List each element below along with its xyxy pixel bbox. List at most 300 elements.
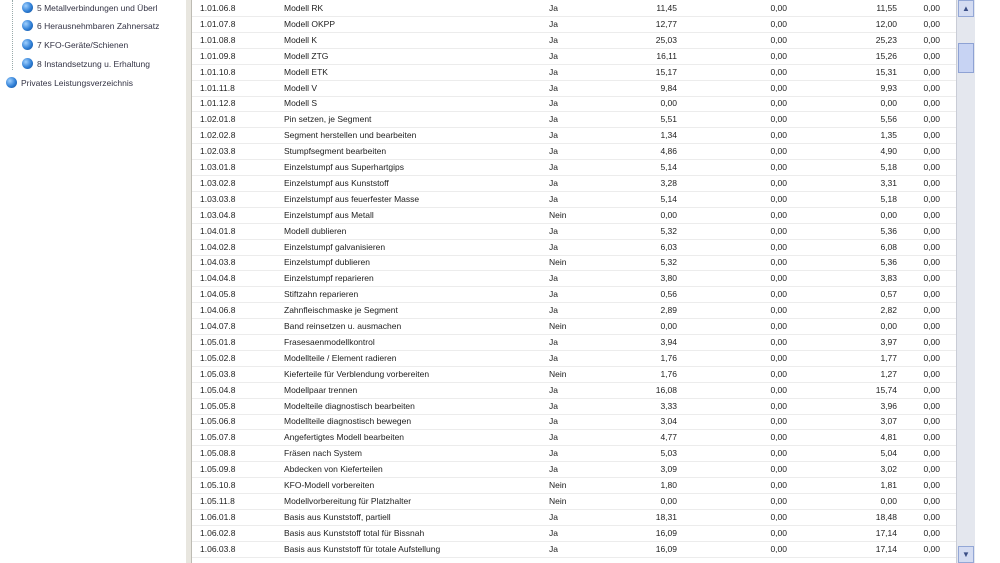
cell-value-1: 1,34 <box>660 130 677 141</box>
scroll-thumb[interactable] <box>958 43 974 73</box>
cell-value-4: 0,00 <box>923 18 940 29</box>
cell-value-3: 0,00 <box>880 209 897 220</box>
cell-value-3: 4,81 <box>880 432 897 443</box>
cell-aktiv: Nein <box>549 321 567 331</box>
cell-value-1: 16,09 <box>655 543 677 554</box>
cell-value-3: 12,00 <box>875 18 897 29</box>
cell-value-2: 0,00 <box>770 66 787 77</box>
cell-nr: 1.01.12.8 <box>200 98 236 109</box>
cell-value-1: 5,14 <box>660 162 677 172</box>
cell-value-2: 0,00 <box>770 34 787 45</box>
table-row[interactable] <box>192 143 956 160</box>
cell-value-1: 5,03 <box>660 448 677 459</box>
cell-value-2: 0,00 <box>770 257 787 268</box>
cell-aktiv: Nein <box>549 480 567 490</box>
folder-globe-icon <box>22 20 33 31</box>
cell-value-4: 0,00 <box>923 352 940 363</box>
cell-nr: 1.04.05.8 <box>200 289 236 300</box>
cell-aktiv: Ja <box>549 34 558 45</box>
cell-value-2: 0,00 <box>770 495 787 506</box>
cell-aktiv: Ja <box>549 273 558 284</box>
table-row[interactable] <box>192 318 956 335</box>
table-row[interactable] <box>192 398 956 415</box>
cell-value-4: 0,00 <box>923 527 940 538</box>
cell-value-4: 0,00 <box>923 400 940 411</box>
cell-value-2: 0,00 <box>770 18 787 29</box>
cell-value-2: 0,00 <box>770 162 787 172</box>
cell-bezeichnung: Einzelstumpf aus Metall <box>284 209 374 220</box>
tree-item[interactable] <box>22 56 150 72</box>
cell-value-3: 17,14 <box>875 543 897 554</box>
cell-value-1: 12,77 <box>655 18 677 29</box>
cell-value-1: 3,09 <box>660 464 677 475</box>
cell-value-3: 0,00 <box>880 98 897 109</box>
cell-nr: 1.05.08.8 <box>200 448 236 459</box>
cell-value-2: 0,00 <box>770 416 787 427</box>
cell-value-3: 6,08 <box>880 241 897 252</box>
cell-value-2: 0,00 <box>770 543 787 554</box>
cell-value-1: 16,08 <box>655 384 677 395</box>
cell-value-3: 11,55 <box>876 3 897 13</box>
cell-nr: 1.02.03.8 <box>200 146 236 157</box>
folder-globe-icon <box>6 77 17 88</box>
cell-value-2: 0,00 <box>770 289 787 300</box>
vertical-scrollbar[interactable] <box>956 0 975 563</box>
cell-nr: 1.05.02.8 <box>200 352 236 363</box>
table-row[interactable] <box>192 191 956 208</box>
cell-bezeichnung: Einzelstumpf aus Kunststoff <box>284 177 389 188</box>
table-row[interactable] <box>192 493 956 510</box>
cell-value-2: 0,00 <box>770 305 787 316</box>
cell-value-3: 15,74 <box>875 384 897 395</box>
table-row[interactable] <box>192 16 956 33</box>
cell-nr: 1.04.04.8 <box>200 273 236 284</box>
cell-value-3: 25,23 <box>875 34 897 45</box>
cell-aktiv: Ja <box>549 193 558 204</box>
cell-aktiv: Ja <box>549 66 558 77</box>
cell-value-4: 0,00 <box>923 543 940 554</box>
cell-bezeichnung: Stiftzahn reparieren <box>284 289 359 300</box>
cell-value-2: 0,00 <box>770 82 787 93</box>
scroll-down-button[interactable]: ▼ <box>958 546 974 563</box>
cell-nr: 1.02.01.8 <box>200 114 236 125</box>
cell-value-4: 0,00 <box>923 162 940 172</box>
cell-value-4: 0,00 <box>923 305 940 316</box>
table-row[interactable] <box>192 477 956 494</box>
cell-value-2: 0,00 <box>770 130 787 141</box>
cell-value-4: 0,00 <box>923 225 940 236</box>
cell-aktiv: Ja <box>549 400 558 411</box>
cell-nr: 1.06.03.8 <box>200 543 236 554</box>
cell-value-3: 5,36 <box>880 257 897 268</box>
cell-nr: 1.05.05.8 <box>200 400 236 411</box>
cell-bezeichnung: Kieferteile für Verblendung vorbereiten <box>284 368 430 379</box>
cell-value-2: 0,00 <box>770 273 787 284</box>
cell-value-3: 5,18 <box>880 162 897 172</box>
cell-bezeichnung: Modell S <box>284 98 318 109</box>
cell-value-4: 0,00 <box>923 241 940 252</box>
cell-bezeichnung: Modell V <box>284 82 318 93</box>
cell-value-3: 15,31 <box>875 66 897 77</box>
cell-nr: 1.05.11.8 <box>200 495 235 506</box>
table-row[interactable] <box>192 48 956 65</box>
table-row[interactable] <box>192 302 956 319</box>
cell-value-1: 5,51 <box>660 114 677 125</box>
cell-aktiv: Nein <box>549 209 567 220</box>
cell-nr: 1.03.01.8 <box>200 162 236 172</box>
table-row[interactable] <box>192 254 956 271</box>
cell-value-1: 0,00 <box>660 495 677 506</box>
cell-value-3: 0,00 <box>880 495 897 506</box>
cell-value-2: 0,00 <box>770 193 787 204</box>
cell-value-4: 0,00 <box>923 384 940 395</box>
cell-nr: 1.03.03.8 <box>200 193 236 204</box>
cell-value-2: 0,00 <box>770 209 787 220</box>
table-row[interactable] <box>192 223 956 240</box>
cell-aktiv: Ja <box>549 98 558 109</box>
cell-value-4: 0,00 <box>923 209 940 220</box>
cell-value-2: 0,00 <box>770 352 787 363</box>
tree-pane <box>0 0 187 563</box>
table-row[interactable] <box>192 32 956 49</box>
cell-value-4: 0,00 <box>923 82 940 93</box>
cell-value-4: 0,00 <box>923 416 940 427</box>
cell-value-4: 0,00 <box>923 66 940 77</box>
tree-item-label: 8 Instandsetzung u. Erhaltung <box>37 59 150 69</box>
cell-aktiv: Ja <box>549 448 558 459</box>
cell-nr: 1.05.03.8 <box>200 368 236 379</box>
cell-nr: 1.05.04.8 <box>200 384 236 395</box>
cell-aktiv: Ja <box>549 225 558 236</box>
cell-aktiv: Ja <box>549 289 558 300</box>
cell-bezeichnung: Einzelstumpf aus feuerfester Masse <box>284 193 420 204</box>
table-row[interactable] <box>192 413 956 430</box>
cell-value-1: 3,94 <box>660 336 677 347</box>
cell-value-1: 3,04 <box>660 416 677 427</box>
cell-aktiv: Ja <box>549 241 558 252</box>
cell-aktiv: Nein <box>549 495 567 506</box>
tree-item-label: Privates Leistungsverzeichnis <box>21 78 133 88</box>
cell-bezeichnung: Modell RK <box>284 3 324 13</box>
cell-nr: 1.04.07.8 <box>200 321 236 331</box>
cell-nr: 1.05.10.8 <box>200 480 236 490</box>
cell-value-4: 0,00 <box>923 114 940 125</box>
cell-value-1: 9,84 <box>660 82 677 93</box>
cell-bezeichnung: Angefertigtes Modell bearbeiten <box>284 432 405 443</box>
tree-item[interactable] <box>22 18 159 34</box>
cell-value-2: 0,00 <box>770 146 787 157</box>
cell-value-1: 2,89 <box>660 305 677 316</box>
cell-value-3: 0,57 <box>880 289 897 300</box>
cell-nr: 1.04.02.8 <box>200 241 236 252</box>
cell-value-3: 2,82 <box>880 305 897 316</box>
table-row[interactable] <box>192 270 956 287</box>
cell-value-4: 0,00 <box>923 146 940 157</box>
cell-value-1: 4,86 <box>660 146 677 157</box>
cell-value-4: 0,00 <box>923 177 940 188</box>
tree-item[interactable] <box>6 75 133 91</box>
cell-value-1: 4,77 <box>660 432 677 443</box>
cell-value-2: 0,00 <box>770 336 787 347</box>
cell-bezeichnung: Modellpaar trennen <box>284 384 358 395</box>
table-row[interactable] <box>192 159 956 176</box>
cell-bezeichnung: Modellvorbereitung für Platzhalter <box>284 495 412 506</box>
cell-aktiv: Ja <box>549 177 558 188</box>
cell-nr: 1.01.10.8 <box>200 66 236 77</box>
cell-nr: 1.05.01.8 <box>200 336 236 347</box>
cell-aktiv: Ja <box>549 50 558 61</box>
table-row[interactable] <box>192 175 956 192</box>
tree-item[interactable] <box>22 0 158 16</box>
cell-value-3: 3,96 <box>880 400 897 411</box>
folder-globe-icon <box>22 58 33 69</box>
data-table <box>192 0 956 563</box>
cell-nr: 1.01.11.8 <box>200 82 235 93</box>
cell-aktiv: Nein <box>549 368 567 379</box>
cell-value-4: 0,00 <box>923 3 940 13</box>
cell-bezeichnung: Frasesaenmodellkontrol <box>284 336 375 347</box>
cell-bezeichnung: Zahnfleischmaske je Segment <box>284 305 398 316</box>
cell-value-1: 0,56 <box>660 289 677 300</box>
cell-bezeichnung: Stumpfsegment bearbeiten <box>284 146 387 157</box>
cell-bezeichnung: Modell K <box>284 34 318 45</box>
cell-value-1: 11,45 <box>656 3 677 13</box>
cell-bezeichnung: Modell OKPP <box>284 18 336 29</box>
cell-aktiv: Ja <box>549 464 558 475</box>
cell-value-2: 0,00 <box>770 400 787 411</box>
cell-nr: 1.05.09.8 <box>200 464 236 475</box>
cell-value-2: 0,00 <box>770 3 787 13</box>
cell-bezeichnung: Basis aus Kunststoff total für Bissnah <box>284 527 425 538</box>
table-row[interactable] <box>192 0 956 17</box>
cell-value-4: 0,00 <box>923 289 940 300</box>
cell-value-1: 3,33 <box>660 400 677 411</box>
cell-aktiv: Ja <box>549 511 558 522</box>
cell-aktiv: Ja <box>549 352 558 363</box>
cell-value-1: 1,80 <box>660 480 677 490</box>
cell-value-2: 0,00 <box>770 448 787 459</box>
tree-item-label: 7 KFO-Geräte/Schienen <box>37 40 129 50</box>
cell-nr: 1.05.06.8 <box>200 416 236 427</box>
cell-value-3: 1,81 <box>880 480 897 490</box>
cell-value-2: 0,00 <box>770 114 787 125</box>
cell-value-2: 0,00 <box>770 511 787 522</box>
cell-value-3: 17,14 <box>875 527 897 538</box>
cell-value-4: 0,00 <box>923 193 940 204</box>
cell-nr: 1.06.01.8 <box>200 511 236 522</box>
cell-value-3: 1,27 <box>880 368 897 379</box>
cell-value-4: 0,00 <box>923 34 940 45</box>
scroll-up-button[interactable]: ▲ <box>958 0 974 17</box>
cell-aktiv: Ja <box>549 336 558 347</box>
tree-item-label: 5 Metallverbindungen und Überl <box>37 3 158 13</box>
cell-value-4: 0,00 <box>923 50 940 61</box>
cell-value-2: 0,00 <box>770 50 787 61</box>
cell-nr: 1.03.02.8 <box>200 177 236 188</box>
cell-aktiv: Ja <box>549 18 558 29</box>
cell-aktiv: Ja <box>549 3 558 13</box>
cell-value-3: 1,77 <box>880 352 897 363</box>
cell-value-4: 0,00 <box>923 464 940 475</box>
cell-value-2: 0,00 <box>770 225 787 236</box>
table-row[interactable] <box>192 111 956 128</box>
cell-bezeichnung: KFO-Modell vorbereiten <box>284 480 375 490</box>
cell-nr: 1.01.07.8 <box>200 18 236 29</box>
cell-value-1: 0,00 <box>660 321 677 331</box>
cell-bezeichnung: Einzelstumpf galvanisieren <box>284 241 386 252</box>
cell-value-3: 5,36 <box>880 225 897 236</box>
table-row[interactable] <box>192 525 956 542</box>
cell-value-4: 0,00 <box>923 448 940 459</box>
cell-value-2: 0,00 <box>770 177 787 188</box>
cell-value-1: 5,14 <box>660 193 677 204</box>
cell-aktiv: Ja <box>549 543 558 554</box>
cell-value-4: 0,00 <box>923 336 940 347</box>
cell-value-3: 5,04 <box>880 448 897 459</box>
cell-value-1: 0,00 <box>660 98 677 109</box>
cell-nr: 1.01.08.8 <box>200 34 236 45</box>
tree-item-label: 6 Herausnehmbaren Zahnersatz <box>37 21 160 31</box>
cell-value-3: 5,18 <box>880 193 897 204</box>
cell-value-4: 0,00 <box>923 368 940 379</box>
cell-value-4: 0,00 <box>923 130 940 141</box>
cell-bezeichnung: Einzelstumpf aus Superhartgips <box>284 162 405 172</box>
cell-value-1: 3,28 <box>660 177 677 188</box>
cell-nr: 1.05.07.8 <box>200 432 236 443</box>
cell-value-3: 3,83 <box>880 273 897 284</box>
cell-aktiv: Ja <box>549 130 558 141</box>
cell-value-4: 0,00 <box>923 511 940 522</box>
cell-value-3: 0,00 <box>880 321 897 331</box>
cell-bezeichnung: Segment herstellen und bearbeiten <box>284 130 417 141</box>
cell-bezeichnung: Modell ZTG <box>284 50 329 61</box>
cell-bezeichnung: Modellteile / Element radieren <box>284 352 397 363</box>
cell-value-2: 0,00 <box>770 98 787 109</box>
table-row[interactable] <box>192 509 956 526</box>
table-row[interactable] <box>192 207 956 224</box>
cell-value-2: 0,00 <box>770 241 787 252</box>
cell-value-4: 0,00 <box>923 98 940 109</box>
cell-aktiv: Ja <box>549 432 558 443</box>
cell-nr: 1.01.06.8 <box>200 3 236 13</box>
cell-bezeichnung: Modelteile diagnostisch bearbeiten <box>284 400 415 411</box>
cell-aktiv: Ja <box>549 146 558 157</box>
folder-globe-icon <box>22 2 33 13</box>
cell-nr: 1.03.04.8 <box>200 209 236 220</box>
cell-bezeichnung: Modell dublieren <box>284 225 347 236</box>
cell-value-3: 3,31 <box>880 177 897 188</box>
cell-bezeichnung: Basis aus Kunststoff, partiell <box>284 511 391 522</box>
cell-value-4: 0,00 <box>923 432 940 443</box>
cell-value-2: 0,00 <box>770 432 787 443</box>
table-row[interactable] <box>192 64 956 81</box>
cell-nr: 1.01.09.8 <box>200 50 236 61</box>
cell-value-1: 1,76 <box>660 352 677 363</box>
cell-bezeichnung: Modell ETK <box>284 66 328 77</box>
cell-bezeichnung: Modellteile diagnostisch bewegen <box>284 416 412 427</box>
table-row[interactable] <box>192 429 956 446</box>
table-row[interactable] <box>192 334 956 351</box>
cell-value-3: 1,35 <box>880 130 897 141</box>
cell-value-2: 0,00 <box>770 464 787 475</box>
cell-bezeichnung: Pin setzen, je Segment <box>284 114 372 125</box>
cell-value-3: 3,07 <box>880 416 897 427</box>
cell-value-3: 18,48 <box>875 511 897 522</box>
table-row[interactable] <box>192 239 956 256</box>
window-edge <box>975 0 1000 563</box>
table-row[interactable] <box>192 382 956 399</box>
cell-value-1: 16,09 <box>655 527 677 538</box>
cell-value-1: 15,17 <box>655 66 677 77</box>
cell-value-3: 15,26 <box>875 50 897 61</box>
cell-value-2: 0,00 <box>770 368 787 379</box>
cell-value-2: 0,00 <box>770 321 787 331</box>
cell-nr: 1.04.03.8 <box>200 257 236 268</box>
cell-value-3: 3,97 <box>880 336 897 347</box>
table-row[interactable] <box>192 445 956 462</box>
cell-aktiv: Nein <box>549 257 567 268</box>
table-row[interactable] <box>192 95 956 112</box>
cell-value-4: 0,00 <box>923 495 940 506</box>
tree-connector-line <box>12 0 13 70</box>
cell-aktiv: Ja <box>549 527 558 538</box>
cell-value-1: 6,03 <box>660 241 677 252</box>
cell-value-1: 5,32 <box>660 225 677 236</box>
table-row[interactable] <box>192 541 956 558</box>
tree-item[interactable] <box>22 37 128 53</box>
table-row[interactable] <box>192 366 956 383</box>
cell-value-4: 0,00 <box>923 273 940 284</box>
cell-bezeichnung: Fräsen nach System <box>284 448 362 459</box>
cell-value-1: 18,31 <box>655 511 677 522</box>
cell-bezeichnung: Einzelstumpf reparieren <box>284 273 374 284</box>
cell-value-1: 5,32 <box>660 257 677 268</box>
cell-aktiv: Ja <box>549 162 558 172</box>
cell-value-3: 9,93 <box>880 82 897 93</box>
cell-value-3: 4,90 <box>880 146 897 157</box>
cell-bezeichnung: Band reinsetzen u. ausmachen <box>284 321 402 331</box>
cell-bezeichnung: Einzelstumpf dublieren <box>284 257 370 268</box>
cell-bezeichnung: Abdecken von Kieferteilen <box>284 464 383 475</box>
cell-value-2: 0,00 <box>770 527 787 538</box>
cell-value-1: 25,03 <box>655 34 677 45</box>
cell-value-1: 16,11 <box>656 50 677 61</box>
cell-aktiv: Ja <box>549 416 558 427</box>
cell-value-3: 3,02 <box>880 464 897 475</box>
cell-value-2: 0,00 <box>770 480 787 490</box>
cell-value-4: 0,00 <box>923 480 940 490</box>
table-row[interactable] <box>192 127 956 144</box>
cell-aktiv: Ja <box>549 305 558 316</box>
cell-value-4: 0,00 <box>923 257 940 268</box>
cell-value-1: 1,76 <box>660 368 677 379</box>
cell-nr: 1.04.06.8 <box>200 305 236 316</box>
table-row[interactable] <box>192 350 956 367</box>
cell-value-1: 3,80 <box>660 273 677 284</box>
table-row[interactable] <box>192 286 956 303</box>
cell-bezeichnung: Basis aus Kunststoff für totale Aufstellung <box>284 543 441 554</box>
table-row[interactable] <box>192 80 956 97</box>
cell-aktiv: Ja <box>549 114 558 125</box>
cell-aktiv: Ja <box>549 384 558 395</box>
cell-nr: 1.04.01.8 <box>200 225 236 236</box>
cell-value-4: 0,00 <box>923 321 940 331</box>
cell-value-3: 5,56 <box>880 114 897 125</box>
folder-globe-icon <box>22 39 33 50</box>
cell-value-2: 0,00 <box>770 384 787 395</box>
table-row[interactable] <box>192 461 956 478</box>
cell-nr: 1.02.02.8 <box>200 130 236 141</box>
